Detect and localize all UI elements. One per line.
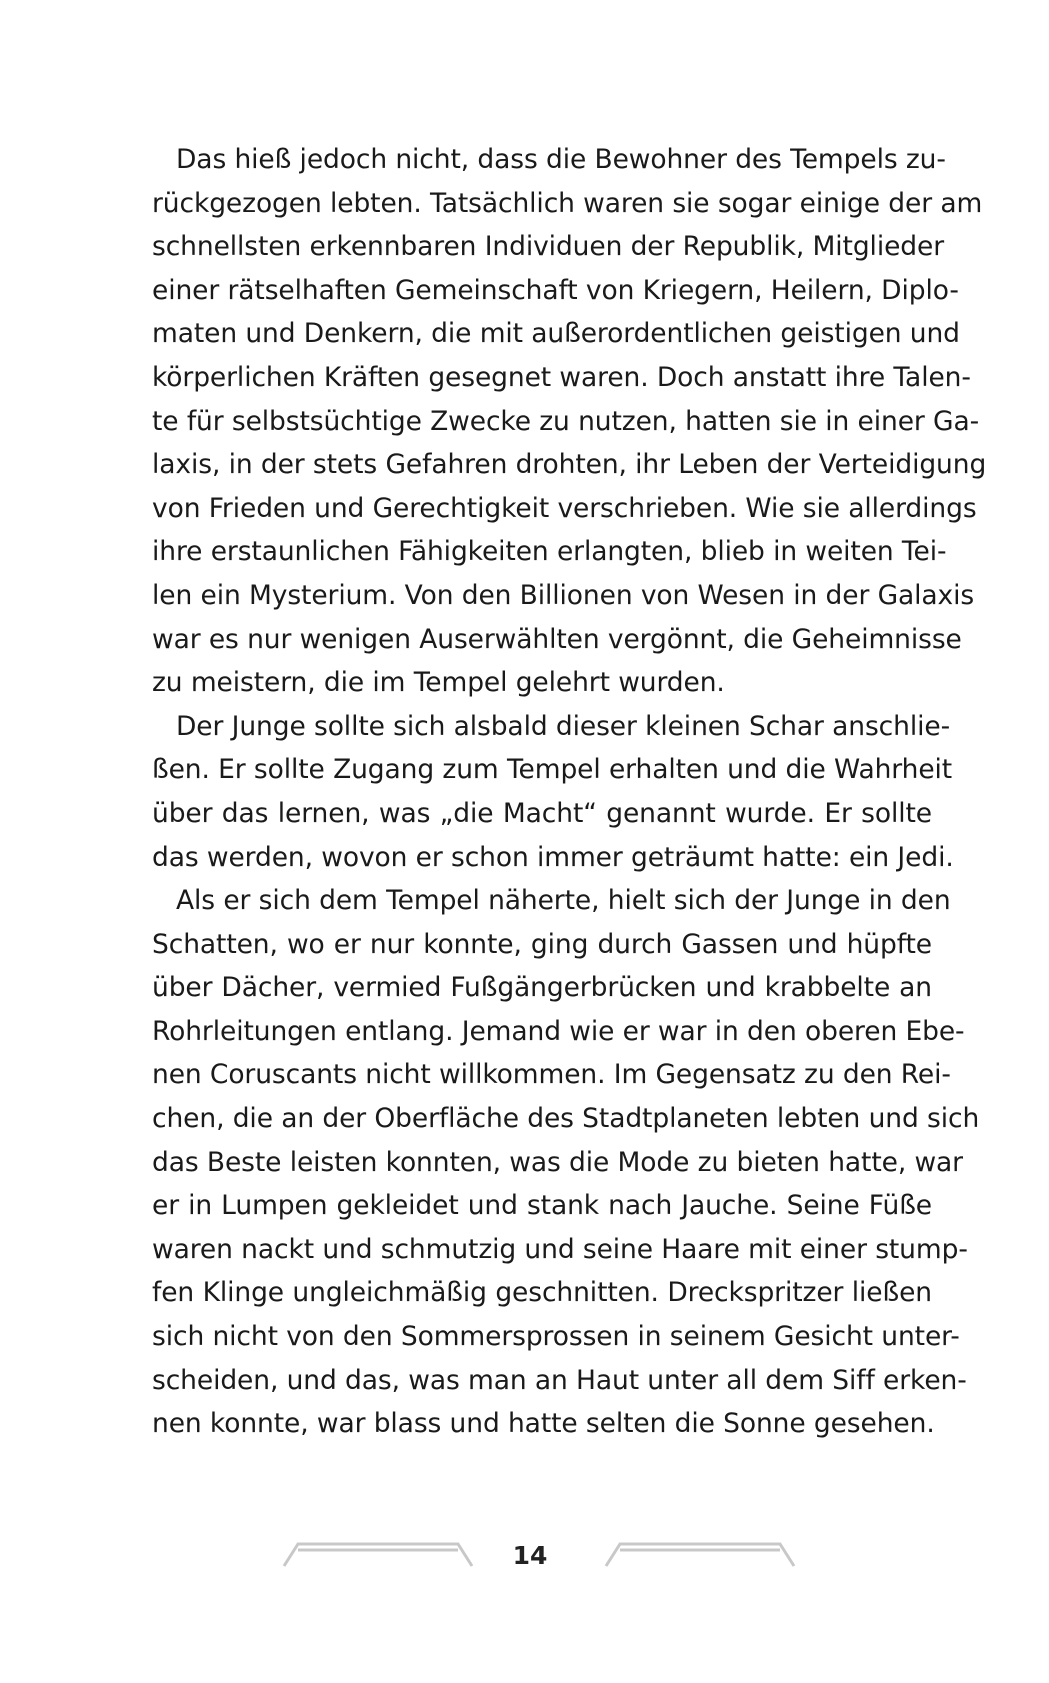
text-line: Rohrleitungen entlang. Jemand wie er war in den oberen Ebe- (152, 1015, 965, 1047)
text-line: war es nur wenigen Auserwählten vergönnt, die Geheimnisse (152, 623, 962, 655)
text-line: ihre erstaunlichen Fähigkeiten erlangten, blieb in weiten Tei- (152, 536, 947, 568)
text-line: sich nicht von den Sommersprossen in seinem Gesicht unter- (152, 1321, 960, 1353)
text-line: Schatten, wo er nur konnte, ging durch Gassen und hüpfte (152, 928, 932, 960)
text-line: len ein Mysterium. Von den Billionen von Wesen in der Galaxis (152, 579, 975, 611)
text-line: von Frieden und Gerechtigkeit verschrieben. Wie sie allerdings (152, 492, 977, 524)
text-line: maten und Denkern, die mit außerordentlichen geistigen und (152, 318, 960, 350)
text-line: körperlichen Kräften gesegnet waren. Doch anstatt ihre Talen- (152, 361, 971, 393)
text-line: laxis, in der stets Gefahren drohten, ihr Leben der Verteidigung (152, 449, 987, 481)
right-ornament-icon (604, 1538, 796, 1568)
text-line: Als er sich dem Tempel näherte, hielt sich der Junge in den (176, 885, 951, 917)
page-footer (0, 1530, 1049, 1582)
text-line: über das lernen, was „die Macht“ genannt wurde. Er sollte (152, 797, 932, 829)
left-ornament-icon (282, 1538, 474, 1568)
body-text (152, 138, 987, 1446)
text-line: zu meistern, die im Tempel gelehrt wurden. (152, 667, 725, 699)
text-line: Das hieß jedoch nicht, dass die Bewohner des Tempels zu- (176, 144, 946, 175)
text-line: das werden, wovon er schon immer geträumt hatte: ein Jedi. (152, 841, 954, 873)
text-line: Der Junge sollte sich alsbald dieser kleinen Schar anschlie- (176, 710, 951, 742)
text-line: scheiden, und das, was man an Haut unter all dem Siff erken- (152, 1364, 967, 1396)
text-line: nen konnte, war blass und hatte selten die Sonne gesehen. (152, 1408, 935, 1440)
text-line: er in Lumpen gekleidet und stank nach Jauche. Seine Füße (152, 1190, 932, 1222)
text-line: te für selbstsüchtige Zwecke zu nutzen, hatten sie in einer Ga- (152, 405, 980, 437)
text-line: waren nackt und schmutzig und seine Haare mit einer stump- (152, 1233, 968, 1265)
text-line: rückgezogen lebten. Tatsächlich waren sie sogar einige der am (152, 187, 983, 219)
text-line: chen, die an der Oberfläche des Stadtplaneten lebten und sich (152, 1103, 980, 1135)
text-line: einer rätselhaften Gemeinschaft von Kriegern, Heilern, Diplo- (152, 274, 959, 306)
text-line: das Beste leisten konnten, was die Mode zu bieten hatte, war (152, 1146, 963, 1178)
text-line: nen Coruscants nicht willkommen. Im Gegensatz zu den Rei- (152, 1059, 951, 1091)
text-line: fen Klinge ungleichmäßig geschnitten. Dreckspritzer ließen (152, 1277, 932, 1309)
text-line: schnellsten erkennbaren Individuen der Republik, Mitglieder (152, 231, 944, 263)
page-number: 14 (512, 1541, 548, 1570)
text-line: über Dächer, vermied Fußgängerbrücken und krabbelte an (152, 972, 932, 1004)
text-line: ßen. Er sollte Zugang zum Tempel erhalten und die Wahrheit (152, 754, 953, 786)
